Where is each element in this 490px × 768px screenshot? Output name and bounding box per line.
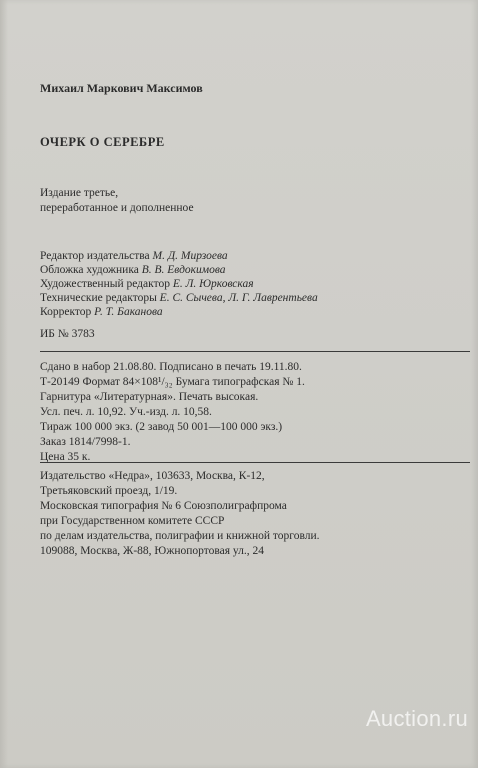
ib-number: ИБ № 3783 — [40, 328, 95, 340]
print-info-line: Тираж 100 000 экз. (2 завод 50 001—100 000 экз.) — [40, 421, 283, 433]
credit-art-editor — [40, 278, 254, 291]
credit-name: Е. С. Сычева, Л. Г. Лаврентьева — [159, 292, 318, 304]
author-name: Михаил Маркович Максимов — [40, 81, 203, 95]
divider-bottom — [40, 462, 470, 463]
credit-name: Е. Л. Юрковская — [172, 278, 254, 290]
book-title: ОЧЕРК О СЕРЕБРЕ — [40, 135, 165, 149]
credit-role: Корректор — [40, 306, 92, 318]
publisher-line: по делам издательства, полиграфии и книжной торговли. — [40, 530, 320, 542]
credit-role: Обложка художника — [40, 264, 139, 276]
credit-role: Редактор издательства — [40, 250, 150, 262]
print-info-line: Сдано в набор 21.08.80. Подписано в печать 19.11.80. — [40, 361, 302, 373]
publisher-line: при Государственном комитете СССР — [40, 515, 225, 527]
print-info-line: Цена 35 к. — [40, 451, 91, 463]
credit-editor — [40, 250, 228, 263]
edition-line-2: переработанное и дополненное — [40, 202, 194, 214]
credit-name: М. Д. Мирзоева — [152, 250, 228, 262]
publisher-line: Московская типография № 6 Союзполиграфпрома — [40, 500, 287, 512]
edition-line-1: Издание третье, — [40, 187, 119, 199]
credit-name: В. В. Евдокимова — [141, 264, 226, 276]
credit-name: Р. Т. Баканова — [94, 306, 163, 318]
print-info-line: Т-20149 Формат 84×108¹/₃₂ Бумага типографская № 1. — [40, 376, 305, 388]
watermark-logo: Auction.ru — [365, 706, 468, 731]
credit-proofreader — [40, 306, 163, 319]
publisher-line: 109088, Москва, Ж-88, Южнопортовая ул., 24 — [40, 545, 265, 557]
divider-top — [40, 351, 470, 352]
credit-cover-artist — [40, 264, 226, 277]
credit-technical-editors — [40, 292, 318, 305]
publisher-line: Третьяковский проезд, 1/19. — [40, 485, 178, 497]
credit-role: Технические редакторы — [40, 292, 157, 304]
publisher-line: Издательство «Недра», 103633, Москва, К-12, — [40, 470, 265, 482]
print-info-line: Усл. печ. л. 10,92. Уч.-изд. л. 10,58. — [40, 406, 212, 418]
print-info-line: Заказ 1814/7998-1. — [40, 436, 131, 448]
page-edge-shadow — [0, 0, 8, 768]
print-info-line: Гарнитура «Литературная». Печать высокая. — [40, 391, 259, 403]
credit-role: Художественный редактор — [40, 278, 170, 290]
